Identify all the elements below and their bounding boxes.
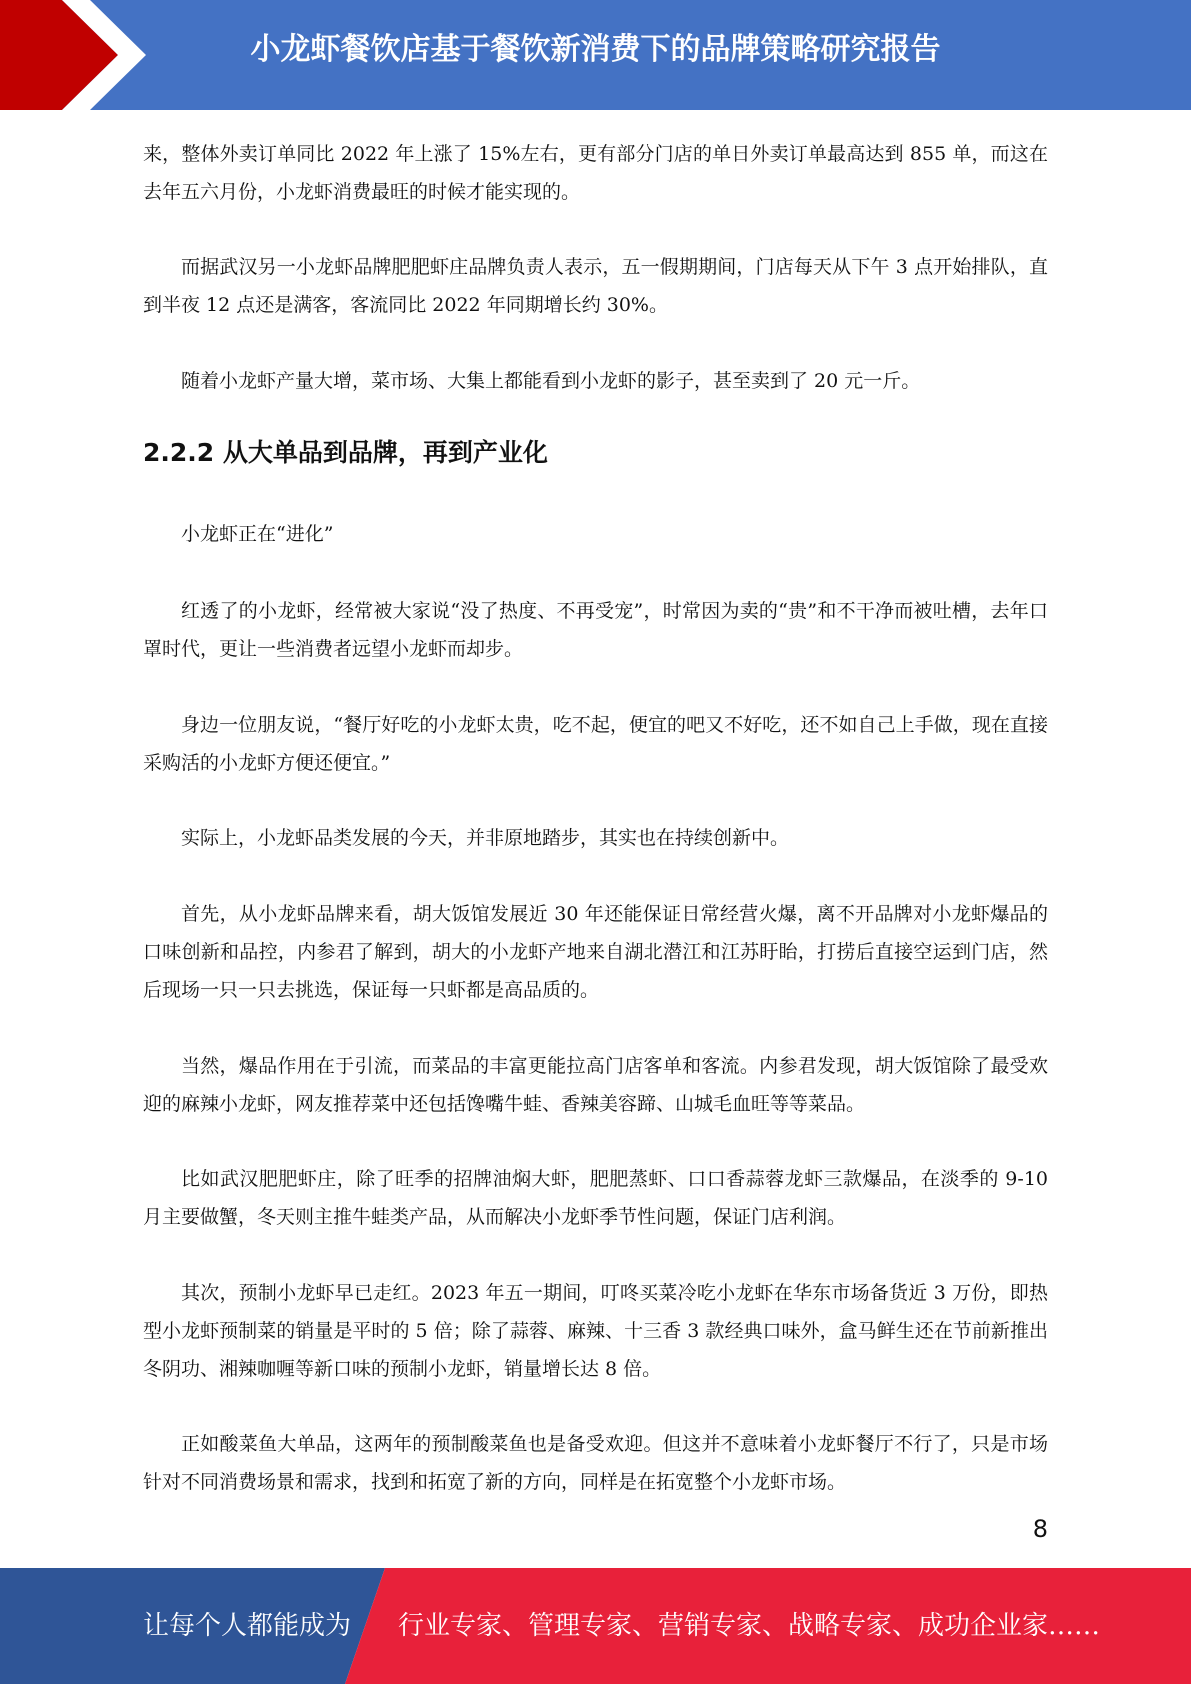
paragraph: 身边一位朋友说，“餐厅好吃的小龙虾太贵，吃不起，便宜的吧又不好吃，还不如自己上手做，现在直接采购活的小龙虾方便还便宜。” [143,714,1048,774]
paragraph: 红透了的小龙虾，经常被大家说“没了热度、不再受宠”，时常因为卖的“贵”和不干净而被吐槽，去年口罩时代，更让一些消费者远望小龙虾而却步。 [143,600,1048,660]
paragraph: 首先，从小龙虾品牌来看，胡大饭馆发展近 30 年还能保证日常经营火爆，离不开品牌对小龙虾爆品的口味创新和品控，内参君了解到，胡大的小龙虾产地来自湖北潜江和江苏盱眙，打捞后直接空运到门店，然后现场一只一只去挑选，保证每一只虾都是高品质的。 [143,903,1048,1001]
paragraph: 其次，预制小龙虾早已走红。2023 年五一期间，叮咚买菜冷吃小龙虾在华东市场备货近 3 万份，即热型小龙虾预制菜的销量是平时的 5 倍；除了蒜蓉、麻辣、十三香 3 款经典口味外，盒马鲜生还在节前新推出冬阴功、湘辣咖喱等新口味的预制小龙虾，销量增长达 8 倍。 [143,1282,1048,1380]
paragraph: 正如酸菜鱼大单品，这两年的预制酸菜鱼也是备受欢迎。但这并不意味着小龙虾餐厅不行了，只是市场针对不同消费场景和需求，找到和拓宽了新的方向，同样是在拓宽整个小龙虾市场。 [143,1433,1048,1493]
footer-slogan-right: 行业专家、管理专家、营销专家、战略专家、成功企业家…… [398,1611,1101,1641]
paragraph: 当然，爆品作用在于引流，而菜品的丰富更能拉高门店客单和客流。内参君发现，胡大饭馆除了最受欢迎的麻辣小龙虾，网友推荐菜中还包括馋嘴牛蛙、香辣美容蹄、山城毛血旺等等菜品。 [143,1055,1048,1115]
paragraph: 来，整体外卖订单同比 2022 年上涨了 15%左右，更有部分门店的单日外卖订单最高达到 855 单，而这在去年五六月份，小龙虾消费最旺的时候才能实现的。 [143,143,1048,203]
page-number: 8 [1032,1515,1048,1543]
report-title: 小龙虾餐饮店基于餐饮新消费下的品牌策略研究报告 [250,32,941,67]
arrow-decoration-icon [0,0,160,110]
paragraph: 随着小龙虾产量大增，菜市场、大集上都能看到小龙虾的影子，甚至卖到了 20 元一斤。 [181,370,921,392]
page-footer [0,1568,1191,1684]
paragraph: 比如武汉肥肥虾庄，除了旺季的招牌油焖大虾，肥肥蒸虾、口口香蒜蓉龙虾三款爆品，在淡季的 9-10 月主要做蟹，冬天则主推牛蛙类产品，从而解决小龙虾季节性问题，保证门店利润。 [143,1168,1048,1228]
paragraph: 实际上，小龙虾品类发展的今天，并非原地踏步，其实也在持续创新中。 [181,827,790,849]
section-heading: 2.2.2 从大单品到品牌，再到产业化 [143,438,548,467]
paragraph: 小龙虾正在“进化” [181,523,334,545]
page-header [0,0,1191,110]
paragraph: 而据武汉另一小龙虾品牌肥肥虾庄品牌负责人表示，五一假期期间，门店每天从下午 3 点开始排队，直到半夜 12 点还是满客，客流同比 2022 年同期增长约 30%。 [143,256,1048,316]
footer-slogan-left: 让每个人都能成为 [143,1611,352,1641]
